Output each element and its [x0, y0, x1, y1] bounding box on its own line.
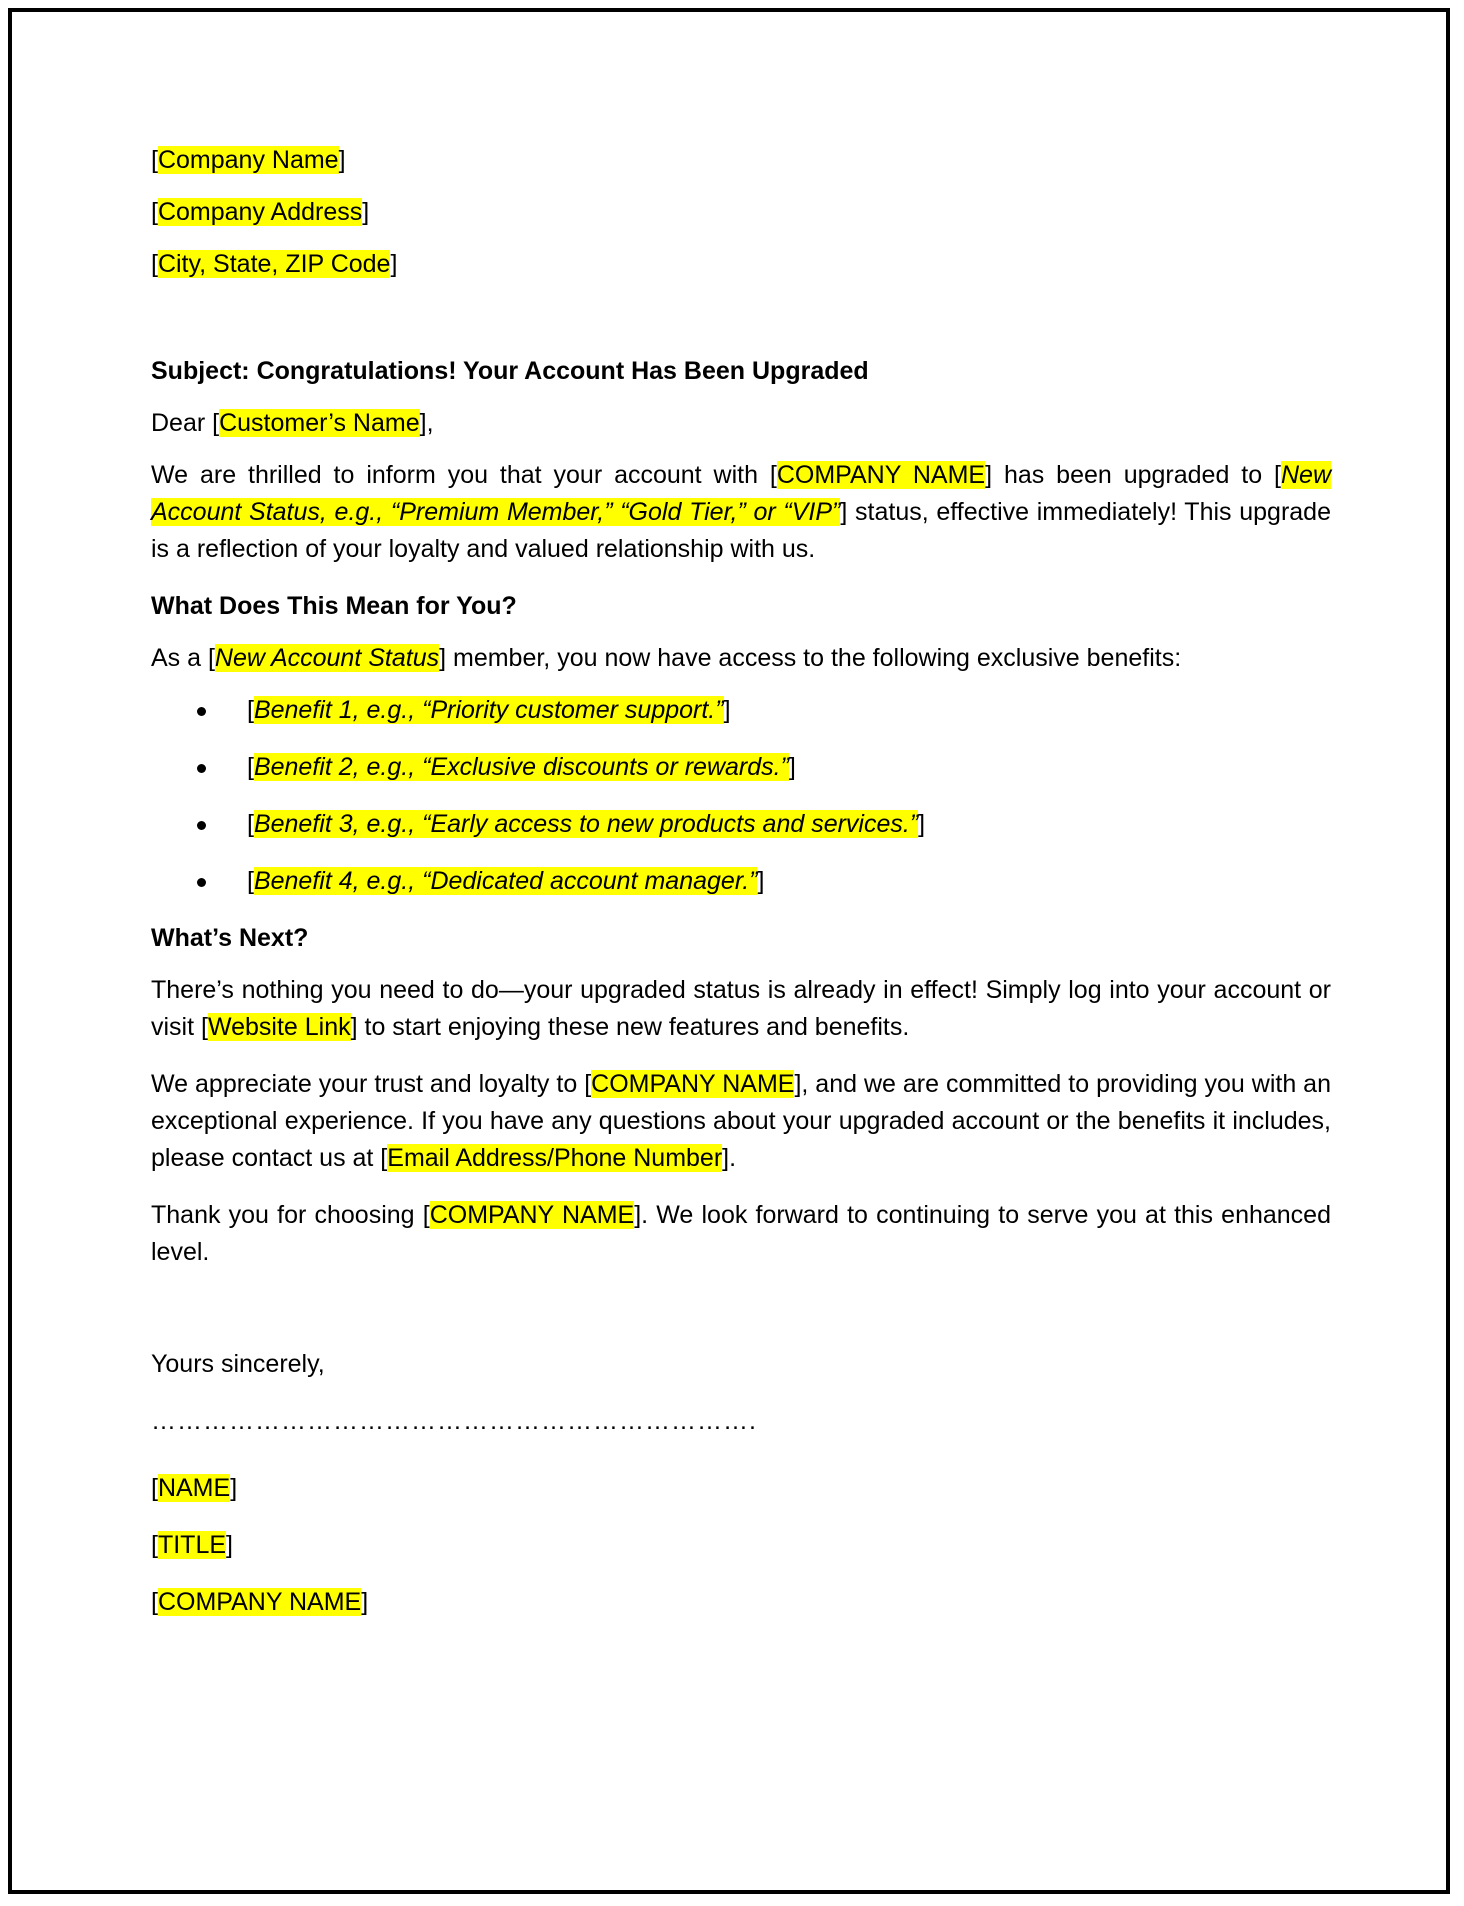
placeholder-company-name: COMPANY NAME	[157, 1588, 362, 1616]
placeholder-company-name: Company Name	[157, 146, 339, 174]
placeholder-new-account-status: New Account Status	[214, 644, 440, 672]
subject-line: Subject: Congratulations! Your Account Has Been Upgraded	[151, 357, 869, 385]
placeholder-city-state-zip: City, State, ZIP Code	[157, 250, 391, 278]
heading-what-does-this-mean: What Does This Mean for You?	[151, 592, 517, 620]
signature-block	[151, 1470, 1331, 1621]
intro-paragraph: We are thrilled to inform you that your account with [COMPANY NAME] has been upgraded to [New Account Status, e.g., “Premium Member,” “Gold Tier,” or “VIP”] status, effective immediately! This upgrade is a reflection of your loyalty and valued relationship with us.	[151, 461, 1331, 563]
address-company-name: [Company Name]	[151, 146, 346, 174]
placeholder-website-link: Website Link	[207, 1013, 351, 1041]
placeholder-benefit: Benefit 2, e.g., “Exclusive discounts or rewards.”	[253, 753, 789, 781]
bullet-icon	[197, 878, 206, 887]
bullet-icon	[197, 707, 206, 716]
placeholder-benefit: Benefit 4, e.g., “Dedicated account manager.”	[253, 867, 758, 895]
list-item: [Benefit 4, e.g., “Dedicated account manager.”]	[151, 863, 1331, 900]
appreciation-paragraph: We appreciate your trust and loyalty to [COMPANY NAME], and we are committed to providing you with an exceptional experience. If you have any questions about your upgraded account or the benefits it includes, please contact us at [Email Address/Phone Number].	[151, 1070, 1331, 1172]
bullet-icon	[197, 821, 206, 830]
sender-address-block	[151, 142, 1331, 283]
placeholder-company-address: Company Address	[157, 198, 363, 226]
address-company-address: [Company Address]	[151, 198, 370, 226]
list-item: [Benefit 2, e.g., “Exclusive discounts or rewards.”]	[151, 749, 1331, 786]
next-paragraph: There’s nothing you need to do—your upgraded status is already in effect! Simply log into your account or visit [Website Link] to start enjoying these new features and benefits.	[151, 976, 1331, 1041]
thanks-paragraph: Thank you for choosing [COMPANY NAME]. We look forward to continuing to serve you at this enhanced level.	[151, 1201, 1331, 1266]
placeholder-new-account-status: New Account Status, e.g., “Premium Member,” “Gold Tier,” or “VIP”	[151, 461, 1331, 526]
signature-name: [NAME]	[151, 1474, 238, 1502]
placeholder-contact: Email Address/Phone Number	[387, 1144, 723, 1172]
placeholder-benefit: Benefit 3, e.g., “Early access to new products and services.”	[253, 810, 919, 838]
heading-whats-next: What’s Next?	[151, 924, 309, 952]
benefits-intro: As a [New Account Status] member, you now have access to the following exclusive benefits:	[151, 644, 1182, 672]
greeting: Dear [Customer’s Name],	[151, 409, 434, 437]
placeholder-name: NAME	[157, 1474, 231, 1502]
placeholder-company-name: COMPANY NAME	[429, 1201, 635, 1229]
address-city-state-zip: [City, State, ZIP Code]	[151, 250, 398, 278]
placeholder-benefit: Benefit 1, e.g., “Priority customer support.”	[253, 696, 724, 724]
list-item: [Benefit 1, e.g., “Priority customer support.”]	[151, 692, 1331, 729]
placeholder-company-name: COMPANY NAME	[776, 461, 986, 489]
signature-company: [COMPANY NAME]	[151, 1588, 369, 1616]
letter-page	[8, 8, 1450, 1894]
placeholder-company-name: COMPANY NAME	[591, 1070, 795, 1098]
signature-line: …………………………………………………………….	[151, 1407, 757, 1435]
placeholder-customer-name: Customer’s Name	[219, 409, 420, 437]
list-item: [Benefit 3, e.g., “Early access to new products and services.”]	[151, 806, 1331, 843]
benefits-list	[151, 692, 1331, 900]
bullet-icon	[197, 764, 206, 773]
letter-content	[151, 142, 1331, 1641]
closing-salutation: Yours sincerely,	[151, 1350, 325, 1378]
placeholder-title: TITLE	[157, 1531, 227, 1559]
signature-title: [TITLE]	[151, 1531, 233, 1559]
